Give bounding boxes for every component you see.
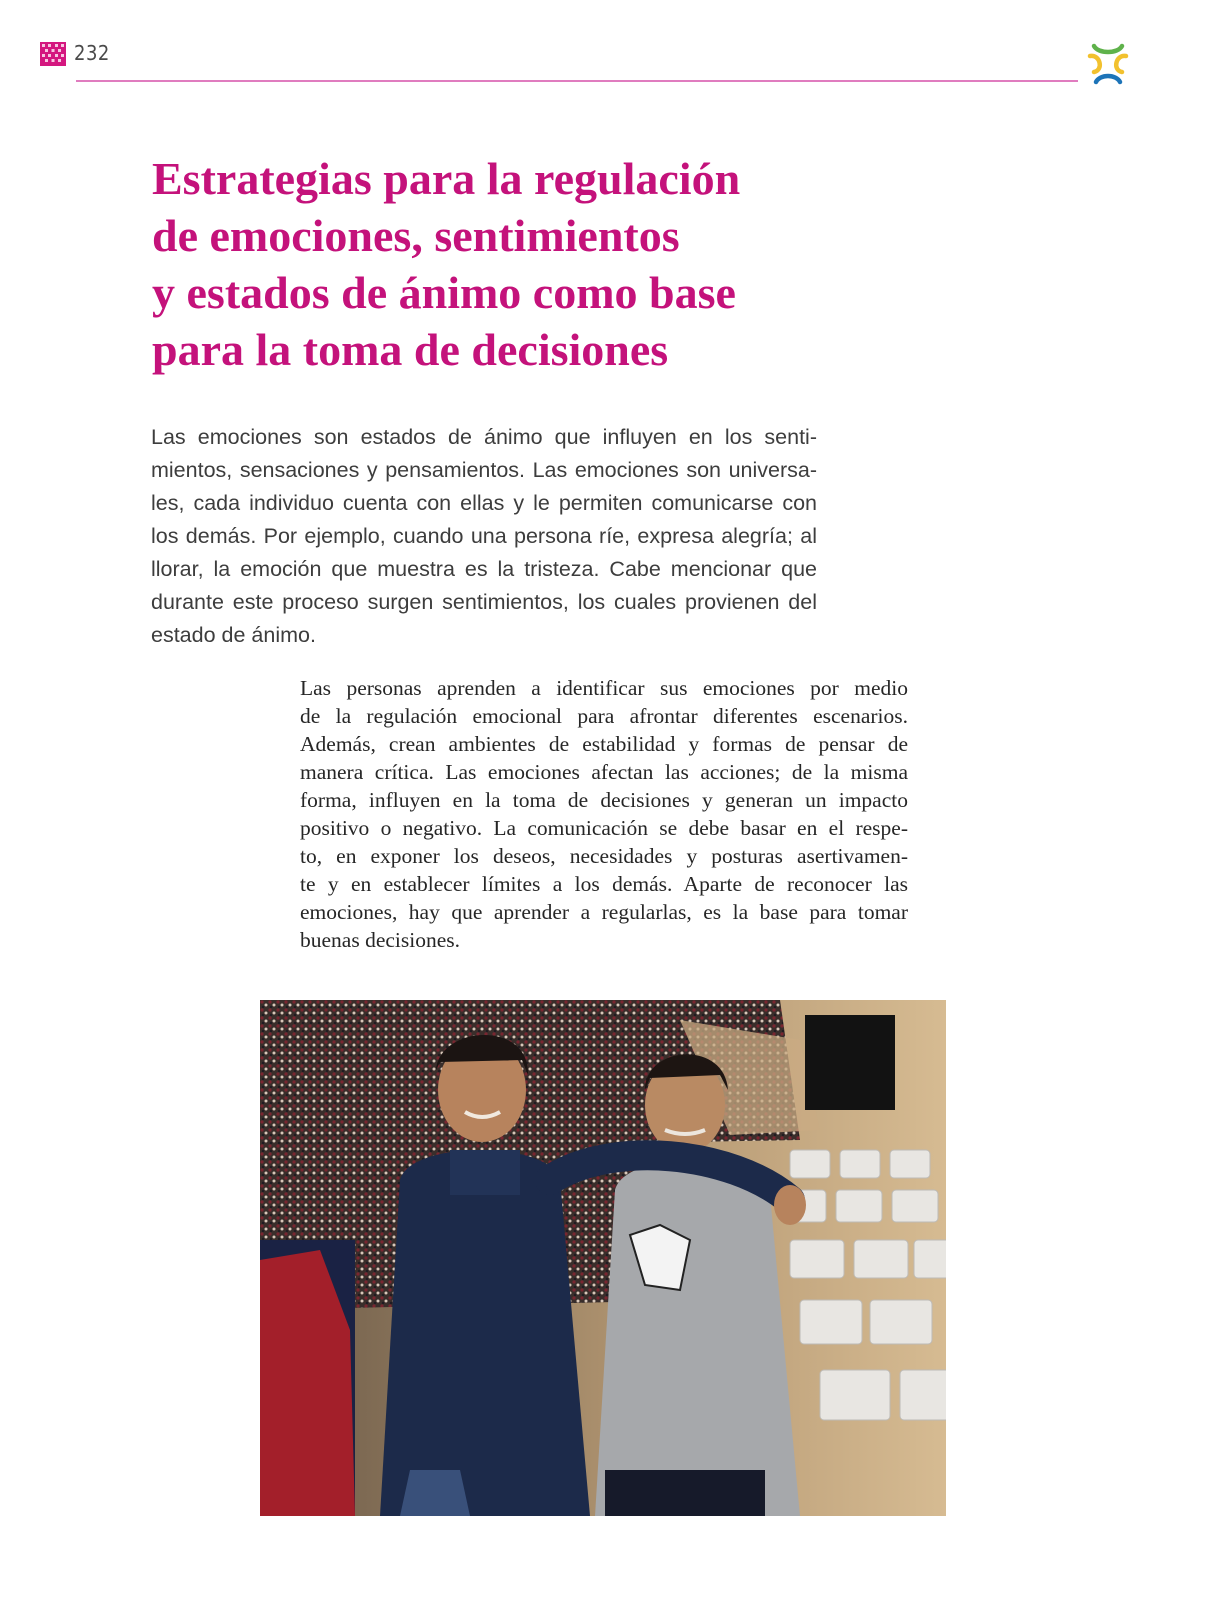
body-line: Las personas aprenden a identificar sus emociones por medio	[300, 676, 908, 700]
title-line: de emociones, sentimientos	[152, 210, 680, 261]
photo-two-students	[260, 1000, 946, 1516]
title-line: Estrategias para la regulación	[152, 153, 741, 204]
body-paragraph	[300, 674, 908, 954]
intro-line: Las emociones son estados de ánimo que influyen en los senti-	[151, 425, 817, 449]
photo-illustration	[260, 1000, 946, 1516]
intro-line: les, cada individuo cuenta con ellas y le permiten comunicarse con	[151, 491, 817, 515]
intro-line: llorar, la emoción que muestra es la tristeza. Cabe mencionar que	[151, 557, 817, 581]
body-line: buenas decisiones.	[300, 928, 461, 952]
book-series-logo-icon	[1084, 40, 1132, 88]
body-line: de la regulación emocional para afrontar diferentes escenarios.	[300, 704, 908, 728]
decorative-pattern-icon	[40, 42, 66, 66]
page-number: 232	[74, 41, 110, 65]
intro-paragraph	[151, 421, 817, 652]
title-line: y estados de ánimo como base	[152, 267, 736, 318]
intro-line: mientos, sensaciones y pensamientos. Las emociones son universa-	[151, 458, 817, 482]
header-divider	[76, 80, 1078, 82]
body-line: Además, crean ambientes de estabilidad y formas de pensar de	[300, 732, 908, 756]
body-line: emociones, hay que aprender a regularlas, es la base para tomar	[300, 900, 908, 924]
intro-line: durante este proceso surgen sentimientos, los cuales provienen del	[151, 590, 817, 614]
title-line: para la toma de decisiones	[152, 324, 669, 375]
intro-line: estado de ánimo.	[151, 623, 316, 647]
section-title	[152, 150, 852, 378]
intro-line: los demás. Por ejemplo, cuando una persona ríe, expresa alegría; al	[151, 524, 817, 548]
body-line: to, en exponer los deseos, necesidades y posturas asertivamen-	[300, 844, 908, 868]
body-line: positivo o negativo. La comunicación se debe basar en el respe-	[300, 816, 908, 840]
body-line: te y en establecer límites a los demás. Aparte de reconocer las	[300, 872, 908, 896]
body-line: forma, influyen en la toma de decisiones y generan un impacto	[300, 788, 908, 812]
body-line: manera crítica. Las emociones afectan las acciones; de la misma	[300, 760, 908, 784]
page-header	[0, 0, 1214, 90]
